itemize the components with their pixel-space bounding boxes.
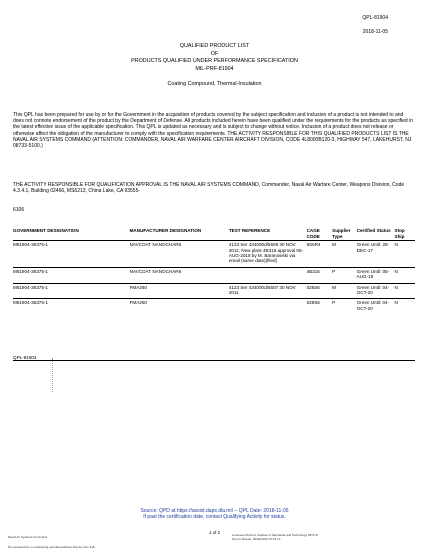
cell-cage-code: 028S6 [306,300,320,306]
table-row [13,283,415,299]
cell-cage-code: 4B315 [306,268,320,274]
table-header-row [13,228,415,241]
cell-stop-ship: N [394,300,398,306]
title-block [0,43,429,73]
table-row [13,241,415,268]
cell-designation: M81904-36375-1 [13,284,48,290]
certification-note: If past the certification date, contact Qualifying Activity for status. [143,514,286,521]
cell-test-reference [229,299,307,314]
header-test-reference: TEST REFERENCE [228,228,271,233]
footer-right-line-1: Licensee=Dmitrov Institute of Standards and Technology 6873 S/ [232,533,319,537]
zip-suffix: 6106 [13,207,25,213]
dotted-leader [52,358,54,392]
spec-subtitle: Coating Compound, Thermal-Insulation [167,81,262,87]
table-row [13,299,415,314]
cell-cage-code: 028S6 [306,284,320,290]
activity-paragraph: THE ACTIVITY RESPONSIBLE FOR QUALIFICATION APPROVAL IS THE NAVAL AIR SYSTEMS COMMAND, Commander, Naval Air Warfare Center, Weapons Division, Code 4.3.4.1, Building 02466, MS6213, China Lake, CA 93555- [13,182,405,195]
cell-test-reference: 4123 Ser 434000d/5508 30 NOV 2011; New plant 4B315 approval 05-AUG-2018 by M. Baranowski via email (same date)(filed) [228,242,304,264]
document-date: 2018-11-05 [362,29,388,35]
cell-designation: M81904-36375-1 [13,300,48,306]
cell-stop-ship: N [394,242,398,248]
header-supplier-type: Supplier Type [332,228,351,239]
title-line-1: QUALIFIED PRODUCT LIST [179,43,250,49]
cell-certified-status: Green Until: 28-DEC-17 [356,242,390,253]
page-number: 1 of 2 [209,530,220,535]
cell-supplier-type: M [332,242,336,248]
footer-left-line-1: Naval Air Systems Command [8,535,48,539]
spec-number: MIL-PRF-81904 [195,65,234,72]
title-line-2: OF [210,50,219,57]
title-line-3: PRODUCTS QUALIFIED UNDER PERFORMANCE SPECIFICATION [131,58,298,65]
cell-supplier-type: M [332,284,336,290]
cell-manufacturer: NAVCOAT NANOCHAR6 [129,242,182,248]
end-of-list-rule [13,360,415,361]
header-certified-status: Certified Status [356,228,391,233]
cell-manufacturer: FMA260 [129,284,147,290]
source-link[interactable]: Source: QPD at https://assist.daps.dla.mil -- QPL Date: 2018-11-05 [140,508,289,514]
cell-supplier-type: P [332,300,336,306]
end-of-list-label: QPL-81904 [13,355,37,360]
footer-left-line-2: No reproduction or networking permitted without license from IHS [8,545,95,549]
cell-designation: M81904-36375-1 [13,242,48,248]
header-cage-code: CAGE CODE [306,228,320,239]
cell-certified-status: Green Until: 05-AUG-18 [356,268,390,280]
document-id: QPL-81904 [362,15,388,21]
cell-certified-status: Green Until: 04-OCT-20 [356,300,390,311]
footer-source [0,508,429,520]
footer-right-line-2: Not for Resale, 2018/12/20 07:15:13 [232,537,281,541]
cell-manufacturer: NAVCOAT NANOCHAR6 [129,268,182,274]
cell-manufacturer: FMA260 [129,300,147,306]
qualified-products-table [13,228,415,314]
header-stop-ship: Stop Ship [394,228,405,239]
header-manufacturer: MANUFACTURER DESIGNATION [129,228,202,233]
cell-certified-status: Green Until: 04-OCT-20 [356,284,390,296]
intro-paragraph: This QPL has been prepared for use by or for the Government in the acquisition of products covered by the subject specification and inclusion of a product is not intended to and does not connote endorsement of the product by the Department of Defense. All products included herein have been qualified under the requirements for the products as specified in the latest effective issue of the applicable specification. This QPL is updated as necessary and is subject to change without notice. Inclusion of a product does not release or otherwise affect the obligation of the manufacturer to comply with the specification requirements. THE ACTIVITY RESPONSIBLE FOR THIS QUALIFIED PRODUCTS LIST IS THE NAVAL AIR SYSTEMS COMMAND (ATTENTION: COMMANDER, NAVAL AIR WARFARE CENTER AIRCRAFT DIVISION, CODE 4L8000B120-3, HIGHWAY 547, LAKEHURST, NJ 08733-5100.) [13,112,413,150]
cell-stop-ship: N [394,284,398,290]
header-designation: GOVERNMENT DESIGNATION [13,228,79,233]
cell-designation: M81904-36375-1 [13,268,48,274]
cell-cage-code: 6S5R4 [306,242,321,248]
cell-supplier-type: P [332,268,336,274]
cell-test-reference [229,267,307,283]
cell-stop-ship: N [394,268,398,274]
cell-test-reference: 4123 Ser 434000d/5507 30 NOV 2011 [228,284,296,296]
table-row [13,267,415,283]
